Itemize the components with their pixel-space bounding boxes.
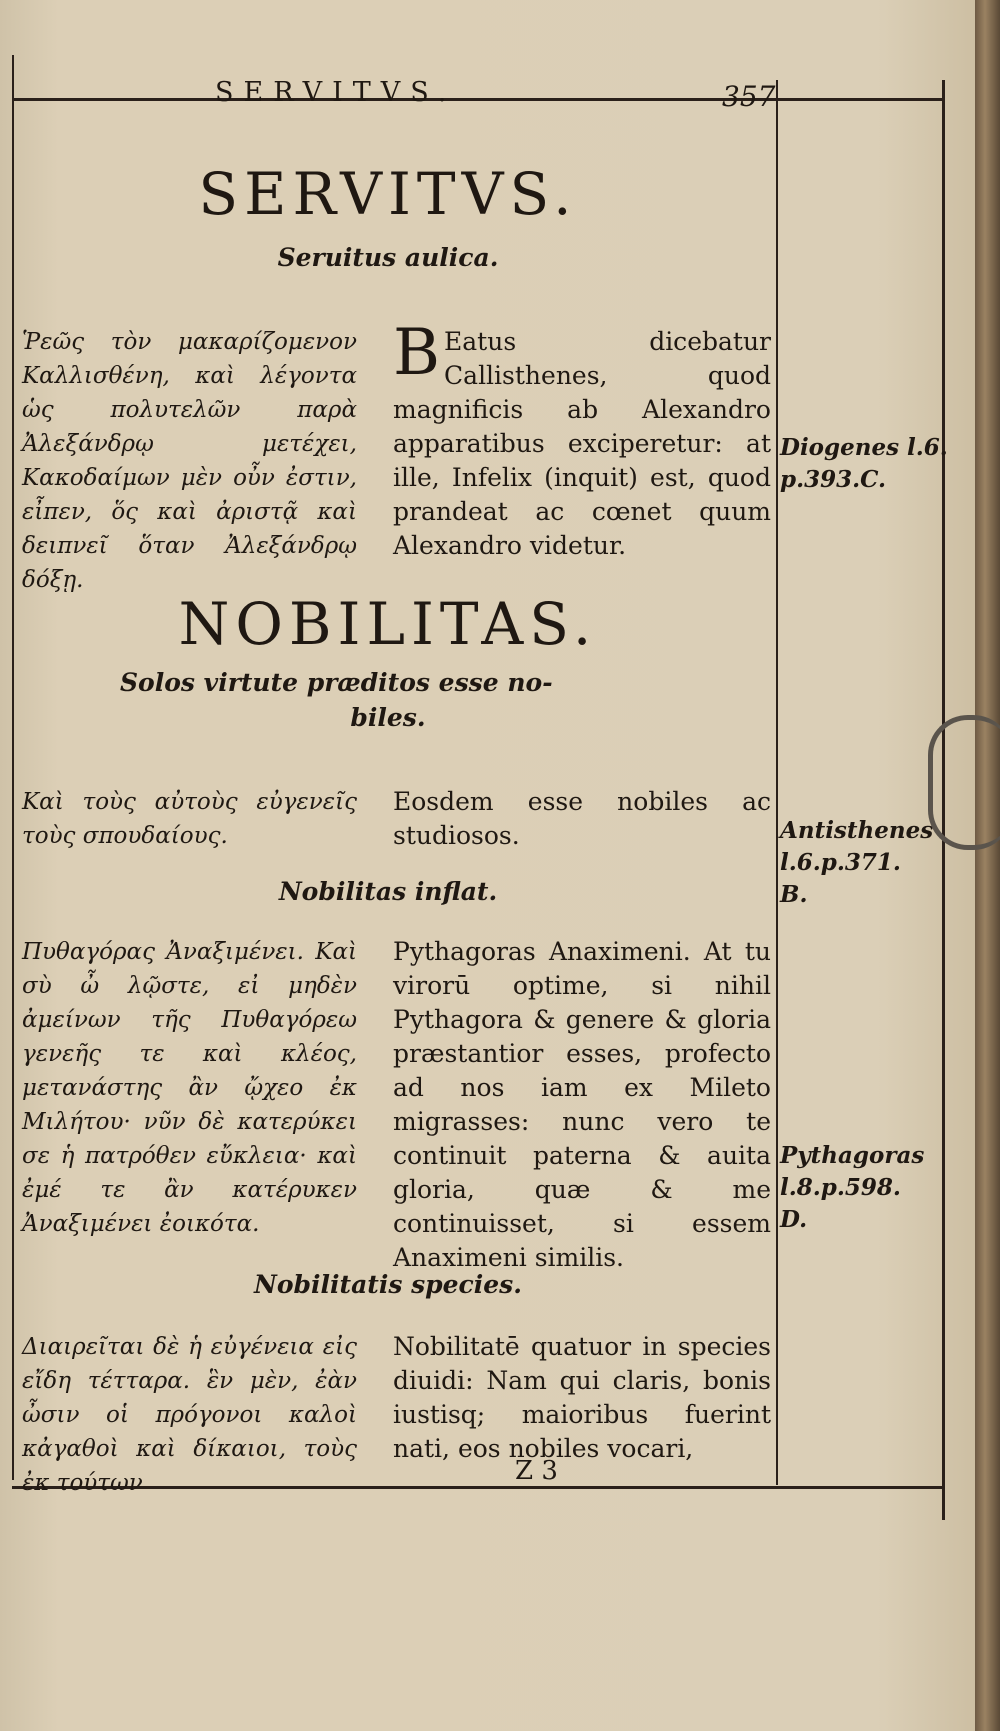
latin-text-4: Nobilitatē quatuor in species diuidi: Nam qui claris, bonis iustisq; maioribus fuerint nati, eos nobiles vocari, [393,1332,771,1463]
greek-text-1: Ῥεῶς τὸν μακαρίζομενον Καλλισθένη, καὶ λέγοντα ὡς πολυτελῶν παρὰ Ἀλεξάνδρῳ μετέχει, Κακοδαίμων μὲν οὖν ἐστιν, εἶπεν, ὅς καὶ ἀριστᾷ καὶ δειπνεῖ ὅταν Ἀλεξάνδρῳ δόξῃ. [22,329,357,593]
margin-rule [776,80,778,1485]
section-title-nobilitas: NOBILITAS. [178,590,598,658]
side-note-pythagoras: Pythagoras l.8.p.598. D. [780,1142,925,1233]
latin-text-2: Eosdem esse nobiles ac studiosos. [393,787,771,850]
side-note-diogenes: Diogenes l.6. p.393.C. [780,434,948,493]
subtitle-solos-line1: Solos virtute præditos esse no- [120,668,553,697]
section-title-servitus: SERVITVS. [198,160,578,228]
running-head: SERVITVS. [215,77,457,108]
latin-text-1 [393,316,771,563]
subtitle-solos-line2: biles. [350,703,426,732]
side-note-antisthenes: Antisthenes l.6.p.371. B. [780,817,934,908]
book-edge [975,0,1000,1731]
latin-body-1: Eatus dicebatur Callisthenes, quod magnificis ab Alexandro apparatibus exciperetur: at ille, Infelix (inquit) est, quod prandeat ac cœnet quum Alexandro videtur. [393,327,771,560]
greek-text-3: Πυθαγόρας Ἀναξιμένει. Καὶ σὺ ὦ λῷστε, εἰ μηδὲν ἀμείνων τῆς Πυθαγόρεω γενεῆς τε καὶ κλέος, μετανάστης ἂν ᾤχεο ἐκ Μιλήτου· νῦν δὲ κατερύκει σε ἡ πατρόθεν εὔκλεια· καὶ ἐμέ τε ἂν κατέρυκεν Ἀναξιμένει ἐοικότα. [22,939,357,1237]
paper-clip [928,715,1000,850]
page-number: 357 [722,80,776,113]
subheading-nobilitas-inflat: Nobilitas inflat. [278,877,498,906]
greek-text-2: Καὶ τοὺς αὐτοὺς εὐγενεῖς τοὺς σπουδαίους. [22,789,357,849]
subheading-nobilitatis-species: Nobilitatis species. [254,1270,522,1299]
subtitle-seruitus-aulica: Seruitus aulica. [277,243,499,272]
latin-text-3: Pythagoras Anaximeni. At tu virorū optime, si nihil Pythagora & genere & gloria præstantior esses, profecto ad nos iam ex Mileto migrasses: nunc vero te continuit paterna & auita gloria, quæ & me continuisset, si essem Anaximeni similis. [393,937,771,1272]
signature-mark: Z 3 [515,1456,558,1486]
greek-text-4: Διαιρεῖται δὲ ἡ εὐγένεια εἰς εἴδη τέτταρα. ἓν μὲν, ἐὰν ὦσιν οἱ πρόγονοι καλοὶ κἀγαθοὶ καὶ δίκαιοι, τοὺς ἐκ τούτων [22,1334,357,1496]
drop-cap: B [393,316,441,390]
top-rule [12,98,942,101]
